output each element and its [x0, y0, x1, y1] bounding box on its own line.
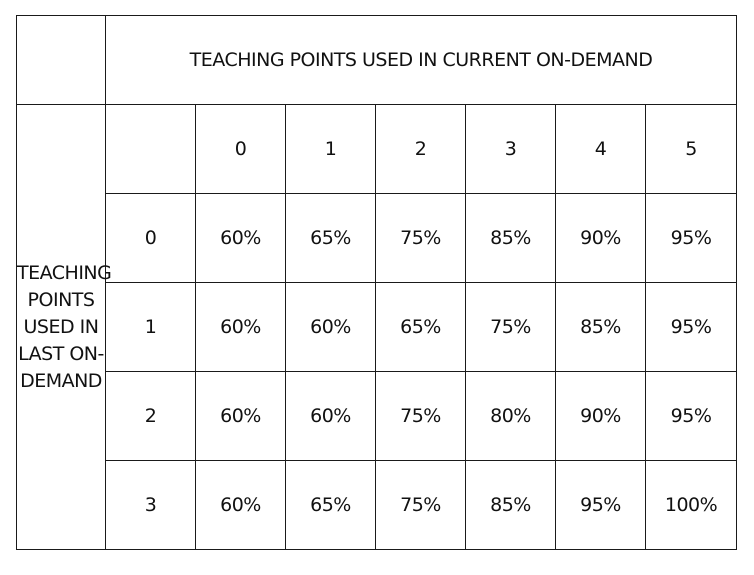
column-header-blank — [106, 105, 196, 194]
row-group-header: TEACHING POINTS USED IN LAST ON-DEMAND — [17, 105, 106, 550]
table-row — [17, 461, 737, 550]
table-row — [17, 283, 737, 372]
table-row — [17, 372, 737, 461]
row-header: 3 — [106, 461, 196, 550]
header-row — [17, 16, 737, 105]
table-cell: 60% — [196, 194, 286, 283]
column-header-row — [17, 105, 737, 194]
table-cell: 85% — [466, 461, 556, 550]
table-cell: 65% — [286, 461, 376, 550]
table-cell: 95% — [556, 461, 646, 550]
table-row — [17, 194, 737, 283]
table-cell: 60% — [196, 461, 286, 550]
column-header: 4 — [556, 105, 646, 194]
table-cell: 75% — [376, 461, 466, 550]
table-cell: 85% — [466, 194, 556, 283]
table-cell: 60% — [286, 283, 376, 372]
table-cell: 95% — [646, 372, 737, 461]
row-header: 2 — [106, 372, 196, 461]
table-cell: 85% — [556, 283, 646, 372]
table-cell: 90% — [556, 194, 646, 283]
column-group-header: TEACHING POINTS USED IN CURRENT ON-DEMAND — [106, 16, 737, 105]
table-cell: 75% — [376, 194, 466, 283]
table-cell: 100% — [646, 461, 737, 550]
column-header: 5 — [646, 105, 737, 194]
table-cell: 60% — [196, 372, 286, 461]
table-cell: 80% — [466, 372, 556, 461]
table-cell: 75% — [466, 283, 556, 372]
column-header: 0 — [196, 105, 286, 194]
table-cell: 60% — [286, 372, 376, 461]
table-cell: 90% — [556, 372, 646, 461]
table-cell: 65% — [376, 283, 466, 372]
column-header: 1 — [286, 105, 376, 194]
table-cell: 95% — [646, 194, 737, 283]
table-cell: 65% — [286, 194, 376, 283]
scoring-table — [16, 15, 737, 550]
row-header: 1 — [106, 283, 196, 372]
corner-cell — [17, 16, 106, 105]
row-header: 0 — [106, 194, 196, 283]
table-cell: 95% — [646, 283, 737, 372]
column-header: 3 — [466, 105, 556, 194]
table-cell: 75% — [376, 372, 466, 461]
table-cell: 60% — [196, 283, 286, 372]
column-header: 2 — [376, 105, 466, 194]
